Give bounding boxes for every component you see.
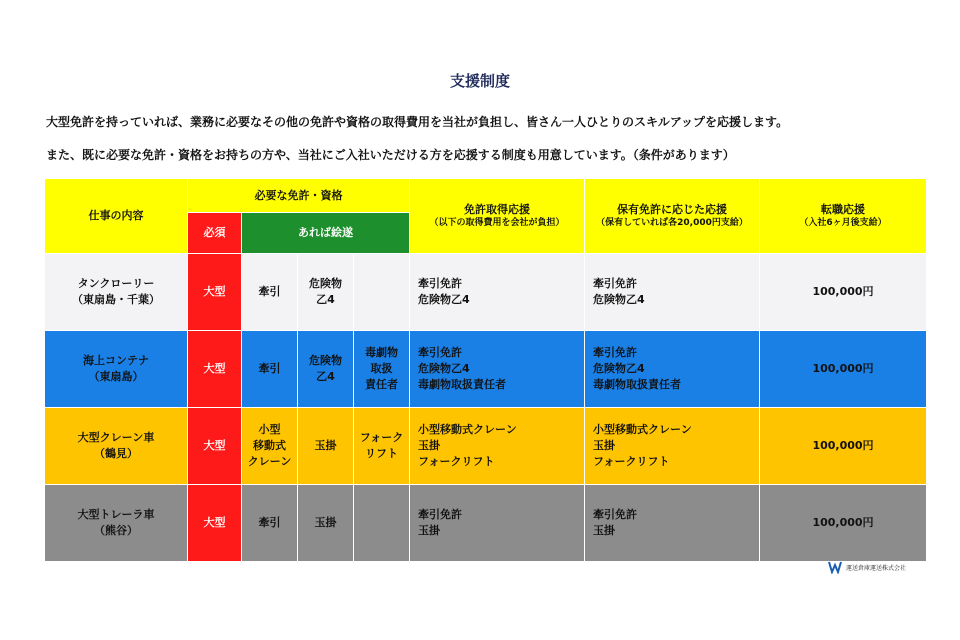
- opt1-cell: [242, 408, 298, 485]
- opt2-cell: [298, 331, 354, 408]
- job-location: （熊谷）: [94, 524, 138, 537]
- hold-line: 危険物乙4: [593, 362, 645, 376]
- table-row: [45, 254, 927, 331]
- hold-line: 牽引免許: [593, 277, 637, 291]
- hold-cell: [585, 331, 760, 408]
- acquire-line: 玉掛: [418, 439, 440, 453]
- transfer-cell: 100,000円: [760, 485, 927, 562]
- opt2-cell: 玉掛: [298, 408, 354, 485]
- job-location: （鶴見）: [94, 447, 138, 460]
- acquire-line: 小型移動式クレーン: [418, 423, 517, 437]
- header-acquire-sub: （以下の取得費用を会社が負担）: [429, 218, 565, 229]
- opt1-cell: 牽引: [242, 331, 298, 408]
- opt1-cell: 牽引: [242, 485, 298, 562]
- opt2-line: 乙4: [316, 370, 335, 383]
- opt2-line: 危険物: [309, 277, 342, 291]
- intro-line-1: 大型免許を持っていれば、業務に必要なその他の免許や資格の取得費用を当社が負担し、皆さん一人ひとりのスキルアップを応援します。: [46, 115, 789, 129]
- required-cell: 大型: [188, 254, 242, 331]
- job-name: 大型トレーラ車: [77, 508, 155, 522]
- job-name: 海上コンテナ: [83, 354, 149, 368]
- intro-line-2: また、既に必要な免許・資格をお持ちの方や、当社にご入社いただける方を応援する制度も用意しています。（条件があります）: [46, 148, 735, 162]
- opt2-cell: 玉掛: [298, 485, 354, 562]
- opt3-cell: [354, 485, 410, 562]
- hold-line: 玉掛: [593, 439, 615, 453]
- header-acquire: [410, 179, 585, 254]
- opt1-line: クレーン: [247, 454, 292, 468]
- hold-cell: [585, 408, 760, 485]
- header-hold: [585, 179, 760, 254]
- acquire-cell: [410, 331, 585, 408]
- required-cell: 大型: [188, 331, 242, 408]
- required-cell: 大型: [188, 485, 242, 562]
- opt3-line: 責任者: [365, 377, 398, 391]
- table-row: [45, 485, 927, 562]
- header-transfer: [760, 179, 927, 254]
- transfer-cell: 100,000円: [760, 254, 927, 331]
- opt3-line: 毒劇物: [365, 346, 398, 360]
- job-cell: [45, 331, 188, 408]
- acquire-line: 危険物乙4: [418, 293, 470, 306]
- hold-line: 危険物乙4: [593, 293, 645, 306]
- hold-cell: [585, 254, 760, 331]
- acquire-line: 牽引免許: [418, 508, 462, 522]
- opt3-line: リフト: [365, 447, 398, 460]
- header-hold-label: 保有免許に応じた応援: [617, 202, 727, 216]
- header-required: 必須: [188, 213, 242, 254]
- company-logo-icon: [828, 560, 842, 574]
- acquire-line: 牽引免許: [418, 277, 462, 291]
- job-cell: [45, 254, 188, 331]
- hold-line: 小型移動式クレーン: [593, 423, 692, 437]
- acquire-line: 危険物乙4: [418, 362, 470, 376]
- opt3-cell: [354, 408, 410, 485]
- header-job: 仕事の内容: [45, 179, 188, 254]
- header-transfer-label: 転職応援: [821, 202, 865, 216]
- table-row: [45, 408, 927, 485]
- company-name: 運送倉庫運送株式会社: [846, 564, 907, 572]
- opt2-cell: [298, 254, 354, 331]
- company-footer: [828, 560, 906, 574]
- acquire-line: 玉掛: [418, 524, 440, 537]
- required-cell: 大型: [188, 408, 242, 485]
- transfer-cell: 100,000円: [760, 408, 927, 485]
- acquire-line: 牽引免許: [418, 346, 462, 360]
- acquire-cell: [410, 485, 585, 562]
- job-location: （東扇島・千葉）: [72, 293, 160, 306]
- header-licenses: 必要な免許・資格: [188, 179, 410, 213]
- acquire-cell: [410, 254, 585, 331]
- hold-cell: [585, 485, 760, 562]
- acquire-line: フォークリフト: [418, 454, 495, 468]
- job-cell: [45, 408, 188, 485]
- opt1-line: 小型: [258, 423, 281, 437]
- opt3-line: フォーク: [359, 431, 404, 445]
- job-location: （東扇島）: [88, 370, 144, 383]
- opt2-line: 乙4: [316, 293, 335, 306]
- opt1-cell: 牽引: [242, 254, 298, 331]
- acquire-cell: [410, 408, 585, 485]
- opt3-cell: [354, 254, 410, 331]
- hold-line: フォークリフト: [593, 454, 670, 468]
- opt1-line: 移動式: [253, 439, 286, 453]
- header-transfer-sub: （入社6ヶ月後支給）: [799, 218, 887, 229]
- hold-line: 牽引免許: [593, 346, 637, 360]
- header-optional: あれば絵遂: [242, 213, 410, 254]
- opt2-line: 危険物: [309, 354, 342, 368]
- hold-line: 玉掛: [593, 524, 615, 537]
- opt3-line: 取扱: [370, 362, 393, 376]
- job-name: 大型クレーン車: [77, 431, 155, 445]
- job-cell: [45, 485, 188, 562]
- job-name: タンクローリー: [77, 277, 155, 291]
- hold-line: 毒劇物取扱責任者: [593, 377, 681, 391]
- header-acquire-label: 免許取得応援: [464, 202, 530, 216]
- transfer-cell: 100,000円: [760, 331, 927, 408]
- table-row: [45, 331, 927, 408]
- hold-line: 牽引免許: [593, 508, 637, 522]
- header-hold-sub: （保有していれば各20,000円支給）: [596, 218, 748, 229]
- opt3-cell: [354, 331, 410, 408]
- acquire-line: 毒劇物取扱責任者: [418, 377, 506, 391]
- page-title: 支援制度: [449, 72, 510, 90]
- support-table: [44, 178, 927, 562]
